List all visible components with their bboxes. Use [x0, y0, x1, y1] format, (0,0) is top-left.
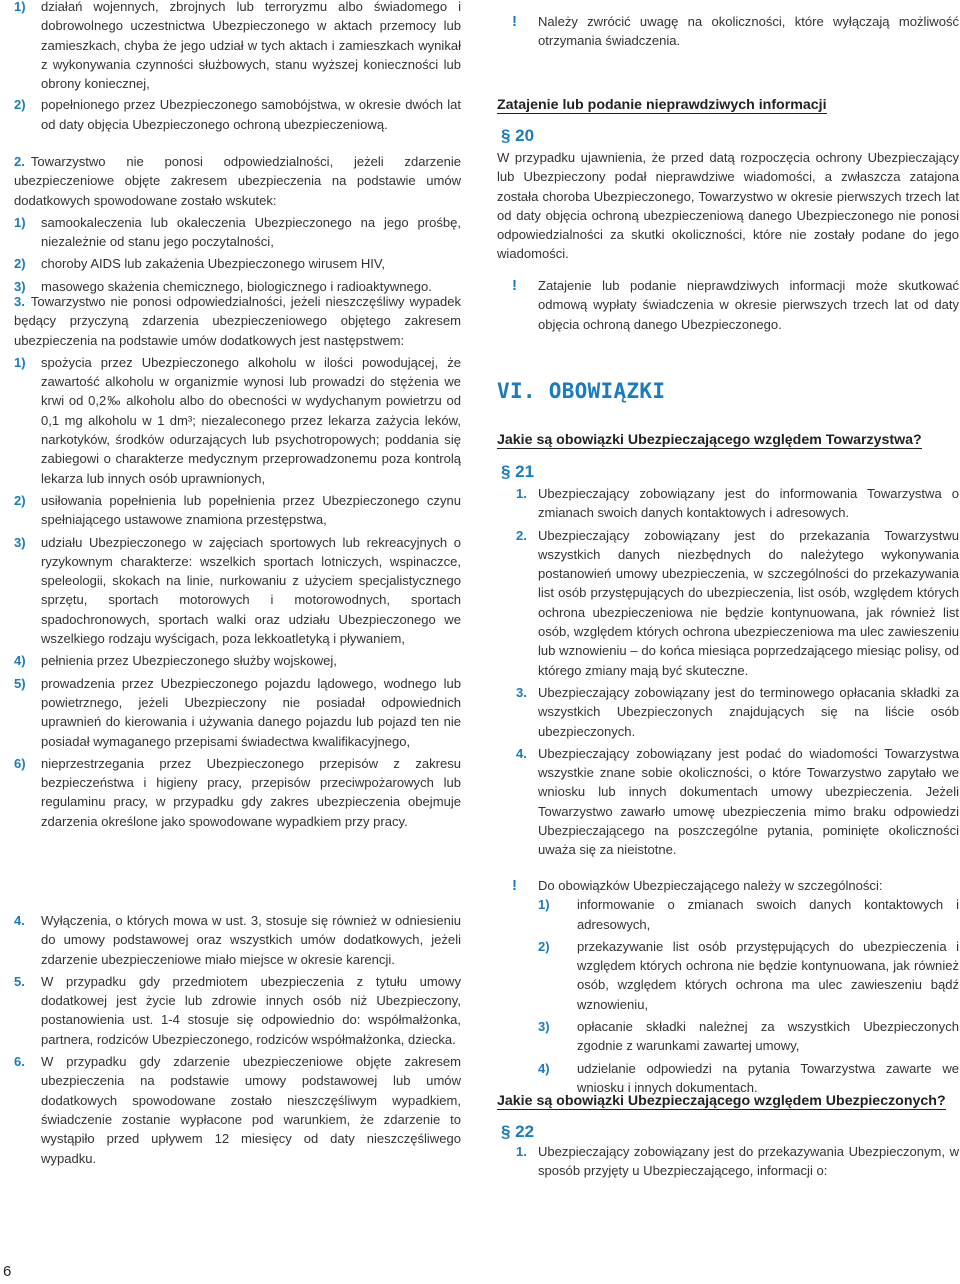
list-item — [538, 937, 959, 1014]
item-number: 3) — [14, 534, 26, 550]
list-item — [497, 484, 959, 523]
item-text: pełnienia przez Ubezpieczonego służby wojskowej, — [41, 653, 337, 669]
list-item — [538, 1017, 959, 1056]
item-number: 2. — [516, 527, 527, 543]
section-3 — [14, 292, 461, 350]
item-number: 1. — [516, 486, 527, 501]
section-heading: Jakie są obowiązki Ubezpieczającego względem Ubezpieczonych? — [497, 1093, 946, 1109]
section-number: 2. — [14, 154, 25, 169]
section-6 — [14, 1052, 461, 1168]
paragraph-mark: § 21 — [501, 462, 535, 481]
warning-icon: ! — [512, 877, 517, 894]
section-4 — [14, 911, 461, 969]
section-number: 5. — [14, 973, 25, 989]
item-number: 3) — [538, 1019, 550, 1035]
item-number: 1) — [14, 354, 26, 370]
item-number: 4) — [14, 653, 26, 669]
item-text: udzielanie odpowiedzi na pytania Towarzystwa zawarte we wniosku i innych dokumentach. — [577, 1060, 959, 1095]
item-text: Ubezpieczający zobowiązany jest do informowania Towarzystwa o zmianach swoich danych kontaktowych i adresowych. — [538, 486, 959, 521]
section-number: 6. — [14, 1054, 25, 1070]
warning-icon: ! — [512, 13, 517, 30]
chapter-title: VI. OBOWIĄZKI — [497, 379, 666, 403]
item-text: choroby AIDS lub zakażenia Ubezpieczonego wirusem HIV, — [41, 256, 385, 272]
list-item — [14, 353, 461, 488]
list-item — [14, 213, 461, 252]
list-item — [14, 754, 461, 831]
note-box — [497, 276, 959, 334]
paragraph-mark: § 22 — [501, 1122, 535, 1141]
item-text: opłacanie składki należnej za wszystkich Ubezpieczonych zgodnie z warunkami zawartej umowy, — [577, 1019, 959, 1054]
item-number: 1. — [516, 1144, 527, 1159]
list-item — [497, 683, 959, 741]
section-text: Wyłączenia, o których mowa w ust. 3, stosuje się również w odniesieniu do umowy podstawowej oraz wszystkich umów dodatkowych, jeżeli zdarzenie ubezpieczeniowe miało miejsce w okresie karencji. — [41, 913, 461, 967]
item-text: informowanie o zmianach swoich danych kontaktowych i adresowych, — [577, 897, 959, 932]
list-item — [14, 491, 461, 530]
item-number: 3) — [14, 278, 26, 294]
item-number: 3. — [516, 684, 527, 700]
paragraph-text: W przypadku ujawnienia, że przed datą rozpoczęcia ochrony Ubezpieczający lub Ubezpieczony podał nieprawdziwe wiadomości, a zwłaszcza zatajona została choroba Ubezpieczonego, Towarzystwo w okresie pierwszych trzech lat od daty objęcia ochroną ubezpieczeniową danego Ubezpieczonego nie ponosi odpowiedzialności za skutki okoliczności, które nie zostały podane do jego wiadomości. — [497, 150, 959, 262]
item-text: usiłowania popełnienia lub popełnienia przez Ubezpieczonego czynu spełniającego ustawowe znamiona przestępstwa, — [41, 492, 461, 528]
list-item — [14, 0, 461, 93]
note-text: Należy zwrócić uwagę na okoliczności, które wyłączają możliwość otrzymania świadczenia. — [538, 14, 959, 49]
item-text: Ubezpieczający zobowiązany jest podać do wiadomości Towarzystwa wszystkie znane sobie okoliczności, o które Towarzystwo zapytało we wniosku lub innych dokumentach umowy ubezpieczenia. Jeżeli Towarzystwo zawarło umowę ubezpieczenia mimo braku odpowiedzi Ubezpieczającego na poszczególne pytania, pominięte okoliczności uważa się za nieistotne. — [538, 745, 959, 858]
item-number: 4) — [538, 1060, 550, 1076]
list-item — [14, 674, 461, 751]
page-number: 6 — [3, 1263, 12, 1280]
list-item — [538, 895, 959, 934]
warning-icon: ! — [512, 277, 517, 294]
item-text: Ubezpieczający zobowiązany jest do terminowego opłacania składki za wszystkich Ubezpieczonych znajdujących się na liście osób ubezpieczonych. — [538, 684, 959, 739]
note-intro: Do obowiązków Ubezpieczającego należy w szczególności: — [538, 878, 883, 893]
section-heading: Zatajenie lub podanie nieprawdziwych informacji — [497, 97, 827, 113]
item-number: 2) — [14, 492, 26, 508]
item-text: masowego skażenia chemicznego, biologicznego i radioaktywnego. — [41, 278, 432, 294]
section-2 — [14, 152, 461, 210]
item-text: działań wojennych, zbrojnych lub terroryzmu albo świadomego i dobrowolnego uczestnictwa Ubezpieczonego w aktach przemocy lub zamieszkach, chyba że jego udział w tych aktach i zamieszkach wynikał z wykonywania czynności służbowych, stanu wyższej konieczności lub obrony koniecznej, — [41, 0, 461, 92]
item-number: 4. — [516, 745, 527, 761]
item-text: popełnionego przez Ubezpieczonego samobójstwa, w okresie dwóch lat od daty objęcia Ubezpieczonego ochroną ubezpieczeniową. — [41, 97, 461, 132]
section-heading: Jakie są obowiązki Ubezpieczającego względem Towarzystwa? — [497, 432, 922, 448]
item-text: Ubezpieczający zobowiązany jest do przekazania Towarzystwu wszystkich danych niezbędnych do należytego wykonywania postanowień umowy ubezpieczenia, w szczególności do przekazywania list osób przystępujących do ubezpieczenia, list osób, względem których ochrona ubezpieczeniowa nie będzie kontynuowana, jak również list osób, względem których ochrona ubezpieczeniowa ma ulec zawieszeniu lub wznowieniu – do końca miesiąca poprzedzającego miesiąc polisy, od którego zmiany mają być skuteczne. — [538, 527, 959, 678]
list-item — [14, 651, 461, 670]
section-5 — [14, 972, 461, 1049]
item-number: 2) — [14, 97, 26, 113]
section-text: Towarzystwo nie ponosi odpowiedzialności, jeżeli nieszczęśliwy wypadek będący przyczyną zdarzenia ubezpieczeniowego objętego zakresem ubezpieczenia na podstawie umów dodatkowych jest następstwem: — [14, 294, 461, 348]
note-box — [497, 12, 959, 51]
section-text: W przypadku gdy zdarzenie ubezpieczeniowe objęte zakresem ubezpieczenia na podstawie umowy podstawowej lub umów dodatkowych spowodowane zostało nieszczęśliwym wypadkiem, świadczenie zostanie wypłacone pod warunkiem, że zdarzenie to wystąpiło przed upływem 12 miesięcy od daty nieszczęśliwego wypadku. — [41, 1054, 461, 1166]
item-number: 2) — [538, 938, 550, 954]
paragraph-mark: § 20 — [501, 126, 535, 145]
item-number: 1) — [14, 214, 26, 230]
note-text: Zatajenie lub podanie nieprawdziwych informacji może skutkować odmową wypłaty świadczenia w okresie pierwszych trzech lat od daty objęcia ochroną danego Ubezpieczonego. — [538, 278, 959, 332]
list-item — [14, 254, 461, 273]
note-box — [497, 876, 959, 1097]
item-text: spożycia przez Ubezpieczonego alkoholu w ilości powodującej, że zawartość alkoholu w organizmie wynosi lub prowadzi do stężenia we krwi od 0,2‰ alkoholu albo do obecności w wydychanym powietrzu od 0,1 mg alkoholu w 1 dm³; niezaleconego przez lekarza zażycia leków, narkotyków, środków odurzających lub psychotropowych; poddania się zabiegowi o charakterze medycznym przeprowadzonemu poza kontrolą lekarza lub innych osób uprawnionych, — [41, 354, 461, 486]
section-number: 3. — [14, 294, 25, 309]
item-number: 1) — [538, 897, 550, 913]
list-item — [497, 526, 959, 680]
list-item — [14, 95, 461, 134]
item-text: Ubezpieczający zobowiązany jest do przekazywania Ubezpieczonym, w sposób przyjęty u Ubezpieczającego, informacji o: — [538, 1144, 959, 1179]
list-item — [14, 533, 461, 649]
item-number: 6) — [14, 755, 26, 771]
item-text: prowadzenia przez Ubezpieczonego pojazdu lądowego, wodnego lub powietrznego, jeżeli Ubezpieczony nie posiadał odpowiednich uprawnień do kierowania i używania danego pojazdu lub pojazd ten nie posiadał wymaganego przepisami świadectwa kwalifikacyjnego, — [41, 675, 461, 749]
item-text: nieprzestrzegania przez Ubezpieczonego przepisów z zakresu bezpieczeństwa i higieny pracy, przepisów przeciwpożarowych lub regulaminu pracy, w przypadku gdy zakres ubezpieczenia obejmuje zdarzenia określone jako spowodowane wypadkiem przy pracy. — [41, 755, 461, 829]
section-number: 4. — [14, 913, 25, 928]
item-text: udziału Ubezpieczonego w zajęciach sportowych lub rekreacyjnych o ryzykownym charakterze: wszelkich sportach lotniczych, wspinaczce, speleologii, skokach na linie, nurkowaniu z użyciem specjalistycznego sprzętu, sportach motorowych i motorowodnych, sportach spadochronowych, sportach walki oraz udziału Ubezpieczonego we wszelkiego rodzaju wyścigach, poza lekkoatletyką i pływaniem, — [41, 534, 461, 647]
list-item — [497, 1142, 959, 1181]
item-number: 1) — [14, 0, 26, 14]
section-text: Towarzystwo nie ponosi odpowiedzialności, jeżeli zdarzenie ubezpieczeniowe objęte zakresem ubezpieczenia na podstawie umów dodatkowych spowodowane zostało wskutek: — [14, 154, 461, 208]
item-number: 5) — [14, 675, 26, 691]
item-text: samookaleczenia lub okaleczenia Ubezpieczonego na jego prośbę, niezależnie od stanu jego poczytalności, — [41, 214, 461, 250]
item-text: przekazywanie list osób przystępujących do ubezpieczenia i względem których ochrona nie będzie kontynuowana, jak również osób, względem których ochrona ma ulec zawieszeniu bądź wznowieniu, — [577, 938, 959, 1012]
item-number: 2) — [14, 256, 26, 272]
list-item — [497, 744, 959, 860]
section-text: W przypadku gdy przedmiotem ubezpieczenia z tytułu umowy dodatkowej jest życie lub zdrowie innych osób niż Ubezpieczony, postanowienia ust. 1-4 stosuje się odpowiednio do: współmałżonka, partnera, rodziców Ubezpieczonego, rodziców współmałżonka, dziecka. — [41, 973, 461, 1047]
